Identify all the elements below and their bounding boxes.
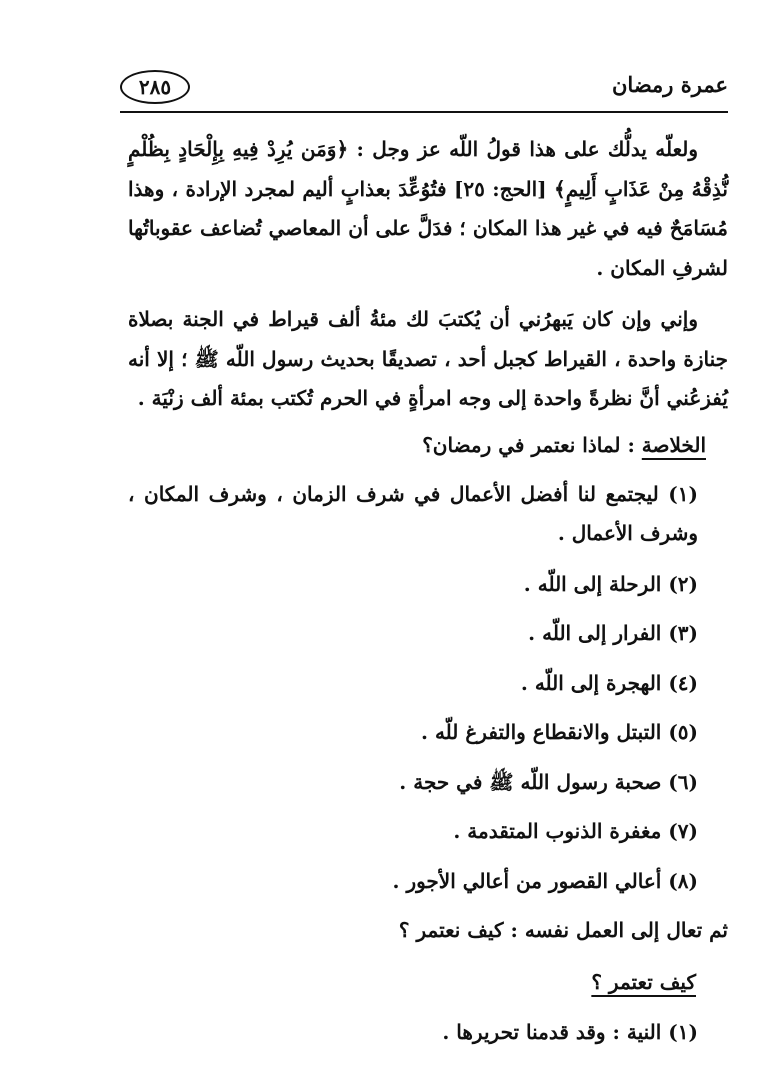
reason-item-3: (٣) الفرار إلى اللّه .: [528, 621, 698, 645]
reason-item-8: (٨) أعالي القصور من أعالي الأجور .: [392, 868, 698, 893]
page-header: [120, 70, 728, 110]
paragraph-qirat: وإني وإن كان يَبهرُني أن يُكتبَ لك مئةُ ألف قيراط في الجنة بصلاة جنازة واحدة ، القيراط كجبل أحد ، تصديقًا بحديث رسول اللّه ﷺ ؛ إلا أنه يُفزعُني أنَّ نظرةً واحدة إلى وجه امرأةٍ في الحرم تُكتب بمئة ألف زنْيَة .: [128, 307, 728, 410]
header-divider: [120, 111, 728, 113]
reason-item-4: (٤) الهجرة إلى اللّه .: [520, 670, 698, 695]
reason-item-2: (٢) الرحلة إلى اللّه .: [523, 571, 698, 596]
how-heading: [128, 956, 728, 1008]
reason-item-5: (٥) التبتل والانقطاع والتفرغ للّه .: [421, 720, 698, 744]
step-text: : وقد قدمنا تحريرها .: [442, 1019, 627, 1044]
reason-item-1: (١) ليجتمع لنا أفضل الأعمال في شرف الزمان ، وشرف المكان ، وشرف الأعمال .: [128, 481, 698, 545]
summary-heading: [128, 419, 728, 471]
step-label: النية: [626, 1019, 662, 1044]
step-number: (١): [661, 1019, 698, 1044]
reason-item-7: (٧) مغفرة الذنوب المتقدمة .: [453, 819, 698, 843]
page-number: ٢٨٥: [120, 70, 190, 104]
running-title: عمرة رمضان: [612, 72, 728, 97]
page-body: [128, 130, 728, 1057]
transition-line: ثم تعال إلى العمل نفسه : كيف نعتمر ؟: [398, 918, 728, 942]
reason-item-6: (٦) صحبة رسول اللّه ﷺ في حجة .: [399, 769, 698, 794]
step-item-1: [128, 1008, 728, 1058]
paragraph-verse-commentary: ولعلّه يدلُّك على هذا قولُ اللّه عز وجل : ﴿وَمَن يُرِدْ فِيهِ بِإِلْحَادٍ بِظُلْمٍ نُّذِقْهُ مِنْ عَذَابٍ أَلِيمٍ﴾ [الحج: ٢٥] فتُوُعِّدَ بعذابٍ أليم لمجرد الإرادة ، وهذا مُسَامَحٌ فيه في غير هذا المكان ؛ فدَلَّ على أن المعاصي تُضاعف عقوباتُها لشرفِ المكان .: [128, 137, 728, 280]
summary-label: الخلاصة: [641, 432, 706, 457]
summary-question: : لماذا نعتمر في رمضان؟: [422, 432, 642, 457]
how-heading-text: كيف تعتمر ؟: [591, 969, 696, 994]
